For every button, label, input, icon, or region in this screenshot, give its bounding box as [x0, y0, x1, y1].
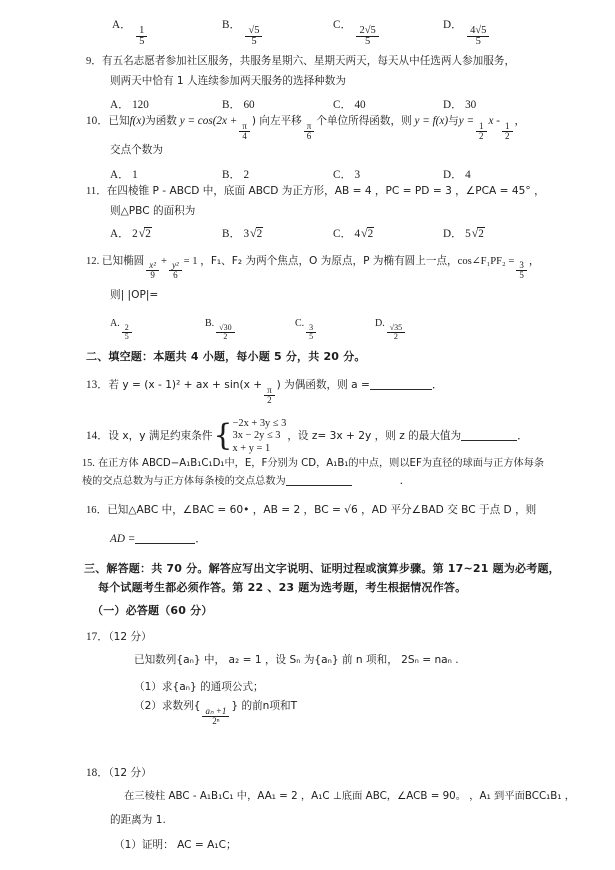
q13-pre: 若 y = (x - 1)² + ax + sin(x +: [108, 379, 263, 391]
constraint-1: −2x + 3y ≤ 3: [232, 418, 287, 429]
radicand: 2: [367, 228, 374, 240]
q10-line2: 交点个数为: [110, 144, 163, 156]
q8-option-a-fraction: [136, 26, 147, 48]
numerator: y²: [169, 261, 182, 271]
q8-option-d-label: D．: [443, 19, 463, 31]
numerator: 4√5: [467, 26, 489, 38]
q11-option-d: [443, 225, 485, 241]
q10-text-b: 为函数: [145, 115, 177, 127]
q18-number: 18．: [86, 767, 109, 779]
q8-option-c-label: C．: [333, 19, 352, 31]
q16-number: 16．: [86, 505, 108, 516]
numerator: 3: [306, 324, 316, 333]
q10-line1: [86, 115, 525, 141]
q12-option-c: [295, 318, 318, 341]
q15-answer-blank[interactable]: [286, 476, 352, 486]
q17-sub2-post: } 的前n项和T: [231, 700, 298, 712]
numerator: 1: [502, 122, 513, 132]
q16-text1: 已知△ABC 中，∠BAC = 60• ，AB = 2 ，BC = √6 ，AD 平分∠BAD 交 BC 于点 D ，则: [107, 504, 537, 516]
numerator: π: [239, 122, 250, 132]
q16-ad-label: AD =: [110, 533, 136, 545]
denominator: 2: [267, 394, 272, 405]
q8-option-c: [333, 16, 381, 48]
q9-line2: 则两天中恰有 1 人连续参加两天服务的选择种数为: [110, 75, 346, 87]
q12-number: 12.: [86, 256, 100, 267]
q12-ellipse-term-x: [146, 261, 159, 280]
q10-fraction-half-1: [476, 122, 487, 141]
numerator: √5: [245, 26, 262, 38]
q12-line2: 则| |OP|=: [110, 289, 159, 301]
denominator: 2: [393, 332, 398, 342]
q11-line2: 则△PBC 的面积为: [110, 205, 196, 217]
q12-option-b: [205, 318, 237, 341]
q13-number: 13．: [86, 379, 109, 391]
coefficient: 4: [354, 228, 361, 240]
q10-eq-h: ，: [514, 115, 526, 127]
q9-option-c: C． 40: [333, 99, 366, 111]
denominator: 5: [124, 332, 129, 342]
q14-number: 14．: [86, 429, 109, 442]
q11-option-a: [110, 225, 152, 241]
q11-option-b: [222, 225, 263, 241]
q10-option-c: C． 3: [333, 169, 361, 181]
q15-number: 15.: [82, 458, 95, 469]
coefficient: 3: [243, 228, 250, 240]
q10-eq-f: y =: [458, 115, 475, 127]
section-3-subheader: （一）必答题（60 分）: [92, 604, 213, 617]
constraint-3: x + y = 1: [232, 442, 271, 454]
q12-option-d-fraction: [387, 324, 405, 341]
q10-eq-e: 与: [448, 115, 459, 127]
q8-option-b-label: B．: [222, 19, 241, 31]
q15-text1: 在正方体 ABCD−A₁B₁C₁D₁中，E，F分别为 CD，A₁B₁的中点，则以EF为直径的球面与正方体每条: [97, 458, 545, 469]
q15-trailing: ．: [399, 476, 410, 487]
q11-option-c-label: C．: [333, 228, 352, 240]
q14-pre: 设 x，y 满足约束条件: [108, 429, 213, 442]
q10-fraction-pi-4: [239, 122, 250, 141]
denominator: 5: [309, 332, 314, 342]
denominator: 5: [139, 36, 145, 48]
sqrt-icon: √2: [138, 226, 151, 240]
q10-eq-g: x -: [488, 115, 501, 127]
q14-answer-blank[interactable]: [461, 430, 517, 441]
q10-eq-c: 个单位所得函数，则: [316, 115, 412, 127]
q12-cos-text: cos∠F₁PF₂ =: [457, 256, 515, 267]
q14-constraint-system: [213, 418, 286, 455]
numerator: 1: [476, 122, 487, 132]
numerator: x²: [146, 261, 159, 271]
denominator: 5: [364, 36, 371, 48]
q10-eq-b: ) 向左平移: [251, 115, 302, 127]
numerator: √35: [387, 324, 405, 333]
q9-option-b: B． 60: [222, 99, 255, 111]
coefficient: 5: [465, 228, 471, 240]
q8-option-d: [443, 16, 491, 48]
sqrt-icon: √2: [250, 226, 263, 240]
q17-sub2-fraction: [202, 707, 229, 726]
numerator: 2: [122, 324, 132, 333]
plus-sign: +: [160, 256, 167, 267]
q14-line: [86, 418, 528, 455]
q8-option-d-fraction: [467, 26, 489, 48]
q8-option-b-fraction: [245, 26, 262, 48]
q16-line2: [110, 533, 206, 545]
numerator: 3: [516, 261, 527, 271]
q17-stem: 已知数列{aₙ} 中， a₂ = 1 ，设 Sₙ 为{aₙ} 前 n 项和， 2Sₙ = naₙ .: [134, 654, 459, 666]
q12-option-c-fraction: [306, 324, 316, 341]
q12-comma: ，: [528, 255, 540, 267]
q8-option-b: [222, 16, 264, 48]
q11-option-d-label: D．: [443, 228, 463, 240]
q12-option-d: [375, 318, 407, 341]
numerator: π: [264, 386, 275, 396]
q13-fraction-pi-2: [264, 386, 275, 405]
q9-text1: 有五名志愿者参加社区服务，共服务星期六、星期天两天，每天从中任选两人参加服务，: [101, 55, 516, 67]
q17-header: [86, 631, 152, 644]
q10-eq-d: y = f(x): [414, 115, 449, 127]
q15-line2: [82, 476, 410, 487]
denominator: 5: [519, 270, 524, 281]
q12-lead: 已知椭圆: [101, 255, 145, 267]
q10-eq-a: y = cos(2x +: [179, 115, 238, 127]
q10-option-a: A． 1: [110, 169, 138, 181]
q18-score: （12 分）: [108, 767, 152, 779]
q8-option-a-label: A．: [112, 19, 132, 31]
numerator: √30: [216, 324, 234, 333]
q12-cos-fraction: [516, 261, 527, 280]
q10-option-d: D． 4: [443, 169, 471, 181]
q12-option-a: [110, 318, 134, 341]
numerator: 1: [136, 26, 147, 38]
left-brace-icon: {: [213, 418, 233, 454]
q10-fraction-half-2: [502, 122, 513, 141]
q18-sub1: （1）证明： AC = A₁C；: [114, 839, 237, 851]
q17-sub2-pre: （2）求数列{: [134, 700, 201, 712]
radicand: 2: [145, 228, 151, 240]
q15-line1: [82, 458, 544, 469]
q12-option-c-label: C.: [295, 318, 305, 329]
q12-option-a-label: A.: [110, 318, 120, 329]
sqrt-icon: √2: [361, 226, 374, 240]
denominator: 9: [150, 270, 155, 281]
denominator: 6: [173, 270, 178, 281]
constraint-2: 3x − 2y ≤ 3: [232, 430, 281, 442]
q10-text-a: 已知: [108, 115, 130, 127]
q17-number: 17．: [86, 631, 109, 643]
q10-option-b: B． 2: [222, 169, 250, 181]
q14-trailing: ．: [517, 429, 529, 442]
q12-foci-text: F₁、F₂ 为两个焦点，O 为原点，P 为椭有圆上一点，: [210, 255, 458, 267]
q12-option-a-fraction: [122, 324, 132, 341]
denominator: 5: [475, 36, 481, 48]
q17-sub1: （1）求{aₙ} 的通项公式；: [134, 681, 264, 693]
q11-text1: 在四棱锥 P - ABCD 中，底面 ABCD 为正方形，AB = 4 ，PC = PD = 3 ，∠PCA = 45° ，: [106, 185, 545, 197]
q11-option-c: [333, 225, 374, 241]
q17-sub2: [134, 700, 297, 726]
q13-line: [86, 379, 443, 405]
q17-score: （12 分）: [108, 631, 152, 643]
q16-trailing: ．: [195, 533, 207, 545]
numerator: aₙ +1: [202, 707, 229, 717]
q9-line1: [86, 56, 515, 68]
denominator: 4: [242, 130, 247, 141]
q9-option-a: A． 120: [110, 99, 149, 111]
q10-number: 10．: [86, 115, 109, 127]
numerator: 2√5: [356, 26, 378, 38]
denominator: 6: [306, 130, 312, 141]
section-3-header-line1: 三、解答题：共 70 分。解答应写出文字说明、证明过程或演算步骤。第 17~21 题为必考题，: [84, 562, 560, 575]
q9-option-d: D． 30: [443, 99, 477, 111]
radicand: 2: [478, 228, 484, 240]
q12-option-b-fraction: [216, 324, 234, 341]
q12-eq1: = 1 ，: [183, 256, 211, 267]
q14-post: ，设 z= 3x + 2y ，则 z 的最大值为: [287, 429, 462, 442]
q18-line2: 的距离为 1.: [110, 814, 166, 826]
q12-option-b-label: B.: [205, 318, 215, 329]
q13-post: ) 为偶函数，则 a =: [276, 379, 370, 391]
section-3-header-line2: 每个试题考生都必须作答。第 22 、23 题为选考题，考生根据情况作答。: [98, 581, 467, 594]
denominator: 2ⁿ: [212, 715, 220, 726]
coefficient: 2: [132, 228, 138, 240]
q10-fraction-pi-6: [304, 122, 315, 141]
q16-answer-blank[interactable]: [135, 533, 195, 544]
q8-option-c-fraction: [356, 26, 378, 48]
q11-option-b-label: B．: [222, 228, 241, 240]
q12-option-d-label: D.: [375, 318, 385, 329]
denominator: 2: [505, 130, 510, 141]
q18-line1: 在三棱柱 ABC - A₁B₁C₁ 中，AA₁ = 2 ，A₁C ⊥底面 ABC，∠ACB = 90。 ，A₁ 到平面BCC₁B₁ ，: [124, 790, 576, 802]
q9-number: 9．: [86, 56, 102, 67]
q11-line1: [86, 186, 545, 198]
denominator: 5: [251, 36, 257, 48]
q13-trailing: ．: [431, 379, 444, 391]
q15-text2: 棱的交点总数为与正方体每条棱的交点总数为: [82, 476, 286, 487]
numerator: π: [304, 122, 315, 132]
denominator: 2: [479, 130, 484, 141]
q13-answer-blank[interactable]: [370, 379, 432, 390]
q12-ellipse-term-y: [169, 261, 182, 280]
denominator: 2: [223, 332, 228, 342]
q8-option-a: [112, 16, 149, 48]
q12-line1: [86, 256, 539, 280]
q18-header: [86, 767, 152, 780]
q11-number: 11．: [86, 186, 107, 197]
q11-option-a-label: A．: [110, 228, 130, 240]
q10-fx: f(x): [129, 115, 146, 127]
section-2-header: 二、填空题：本题共 4 小题，每小题 5 分，共 20 分。: [86, 350, 366, 363]
q16-line1: [86, 505, 536, 517]
radicand: 2: [256, 228, 263, 240]
sqrt-icon: √2: [471, 226, 484, 240]
